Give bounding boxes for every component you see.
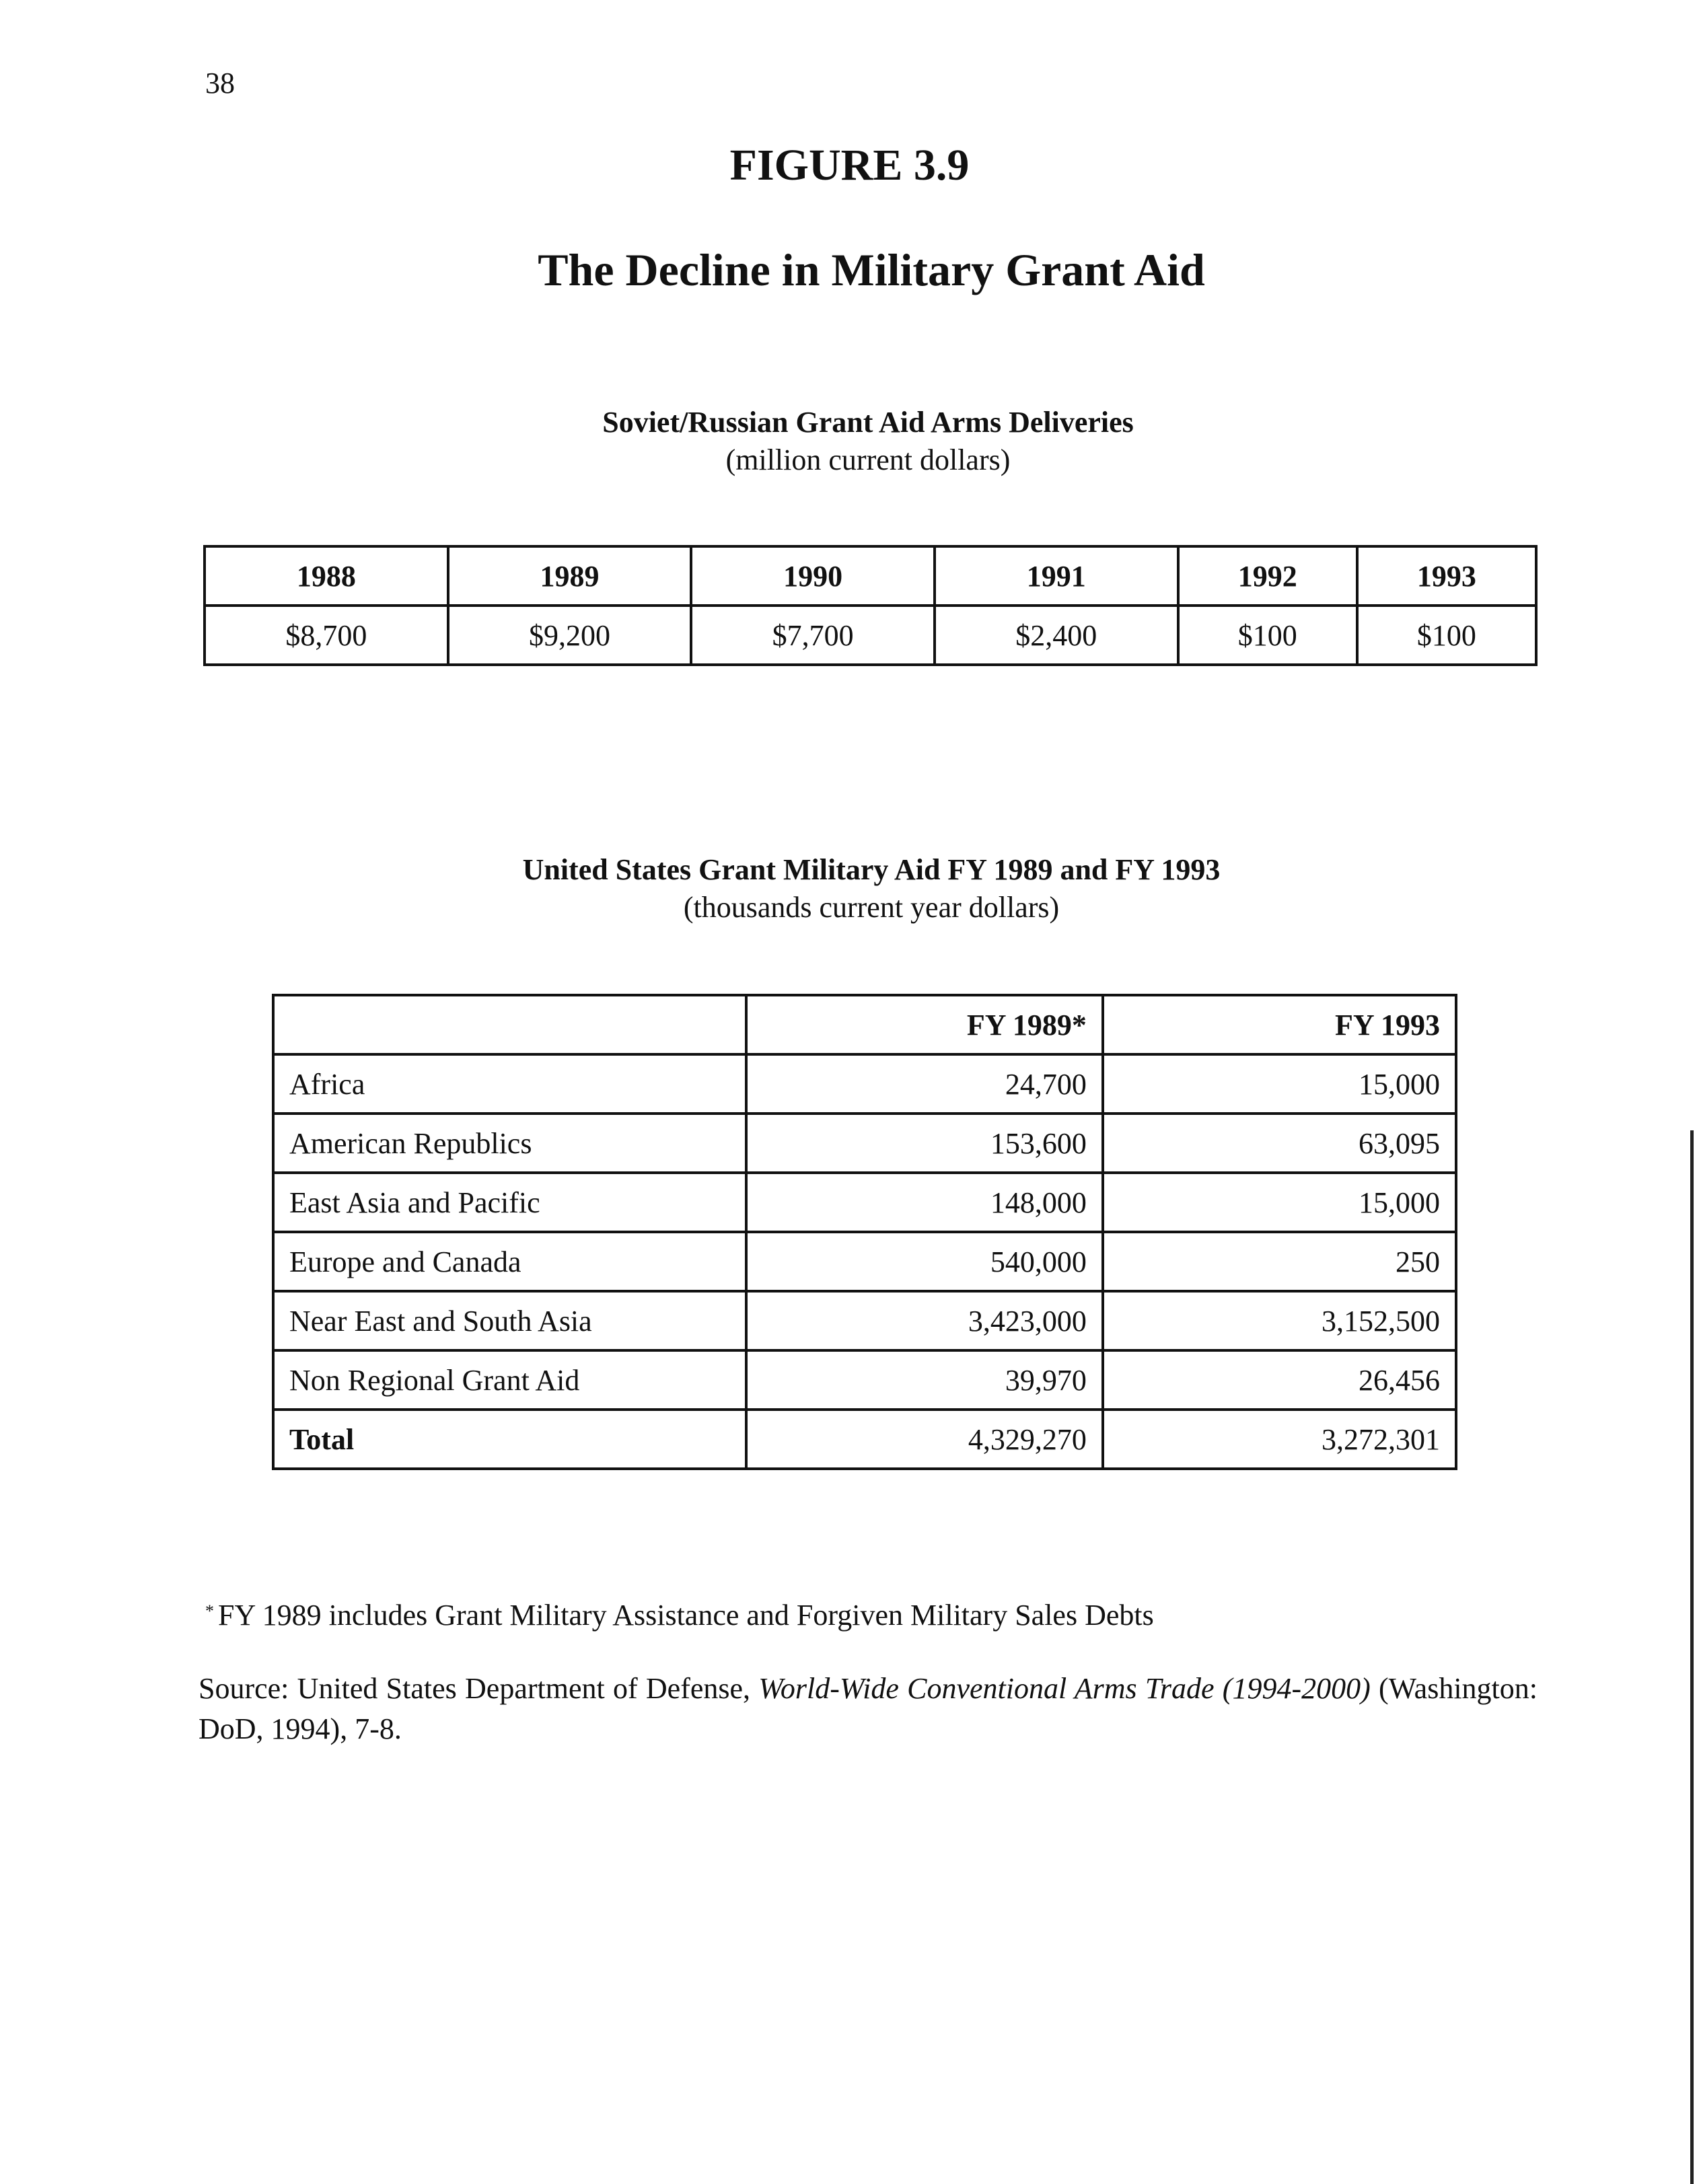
soviet-years-row <box>205 546 1536 606</box>
region-cell: Non Regional Grant Aid <box>273 1350 746 1410</box>
table-row <box>273 1291 1456 1350</box>
footnote <box>205 1598 1154 1632</box>
soviet-values-row <box>205 606 1536 665</box>
fy1993-cell: 250 <box>1103 1232 1456 1291</box>
soviet-table-heading <box>0 404 1699 479</box>
fy1993-cell: 63,095 <box>1103 1114 1456 1173</box>
fy1993-cell: 26,456 <box>1103 1350 1456 1410</box>
year-cell: 1989 <box>448 546 692 606</box>
value-cell: $100 <box>1357 606 1536 665</box>
us-aid-table <box>272 994 1457 1470</box>
table-row <box>273 1232 1456 1291</box>
soviet-table-title: Soviet/Russian Grant Aid Arms Deliveries <box>602 406 1134 439</box>
region-cell: American Republics <box>273 1114 746 1173</box>
total-row <box>273 1410 1456 1469</box>
us-header-row <box>273 995 1456 1054</box>
us-table-heading <box>0 851 1699 926</box>
page-number: 38 <box>205 67 235 100</box>
value-cell: $100 <box>1178 606 1357 665</box>
fy1989-cell: 148,000 <box>746 1173 1103 1232</box>
total-fy1993-cell: 3,272,301 <box>1103 1410 1456 1469</box>
fy1989-cell: 540,000 <box>746 1232 1103 1291</box>
value-cell: $7,700 <box>691 606 935 665</box>
total-label-cell: Total <box>273 1410 746 1469</box>
page-edge-line <box>1690 1130 1694 2184</box>
fy1989-cell: 39,970 <box>746 1350 1103 1410</box>
header-cell-region <box>273 995 746 1054</box>
region-cell: Europe and Canada <box>273 1232 746 1291</box>
fy1993-cell: 15,000 <box>1103 1054 1456 1114</box>
source-citation <box>198 1669 1538 1749</box>
year-cell: 1993 <box>1357 546 1536 606</box>
fy1993-cell: 3,152,500 <box>1103 1291 1456 1350</box>
year-cell: 1991 <box>935 546 1178 606</box>
source-suffix: (Washington: DoD, 1994), 7-8. <box>198 1672 1538 1745</box>
region-cell: Near East and South Asia <box>273 1291 746 1350</box>
table-row <box>273 1350 1456 1410</box>
table-row <box>273 1173 1456 1232</box>
header-cell-fy1993: FY 1993 <box>1103 995 1456 1054</box>
source-title: World-Wide Conventional Arms Trade (1994-2000) <box>758 1672 1371 1705</box>
year-cell: 1992 <box>1178 546 1357 606</box>
figure-label: FIGURE 3.9 <box>729 141 970 190</box>
us-table-subtitle: (thousands current year dollars) <box>683 891 1060 924</box>
fy1989-cell: 24,700 <box>746 1054 1103 1114</box>
year-cell: 1988 <box>205 546 448 606</box>
region-cell: Africa <box>273 1054 746 1114</box>
table-row <box>273 1114 1456 1173</box>
region-cell: East Asia and Pacific <box>273 1173 746 1232</box>
fy1989-cell: 3,423,000 <box>746 1291 1103 1350</box>
footnote-text: FY 1989 includes Grant Military Assistance and Forgiven Military Sales Debts <box>218 1599 1154 1632</box>
source-prefix: Source: United States Department of Defense, <box>198 1672 759 1705</box>
value-cell: $9,200 <box>448 606 692 665</box>
header-cell-fy1989: FY 1989* <box>746 995 1103 1054</box>
table-row <box>273 1054 1456 1114</box>
fy1989-cell: 153,600 <box>746 1114 1103 1173</box>
soviet-aid-table <box>203 545 1538 666</box>
value-cell: $2,400 <box>935 606 1178 665</box>
soviet-table-subtitle: (million current dollars) <box>725 443 1011 476</box>
figure-title: The Decline in Military Grant Aid <box>538 244 1205 295</box>
us-table-title: United States Grant Military Aid FY 1989 and FY 1993 <box>522 853 1221 886</box>
fy1993-cell: 15,000 <box>1103 1173 1456 1232</box>
footnote-mark: * <box>205 1601 214 1621</box>
value-cell: $8,700 <box>205 606 448 665</box>
total-fy1989-cell: 4,329,270 <box>746 1410 1103 1469</box>
year-cell: 1990 <box>691 546 935 606</box>
